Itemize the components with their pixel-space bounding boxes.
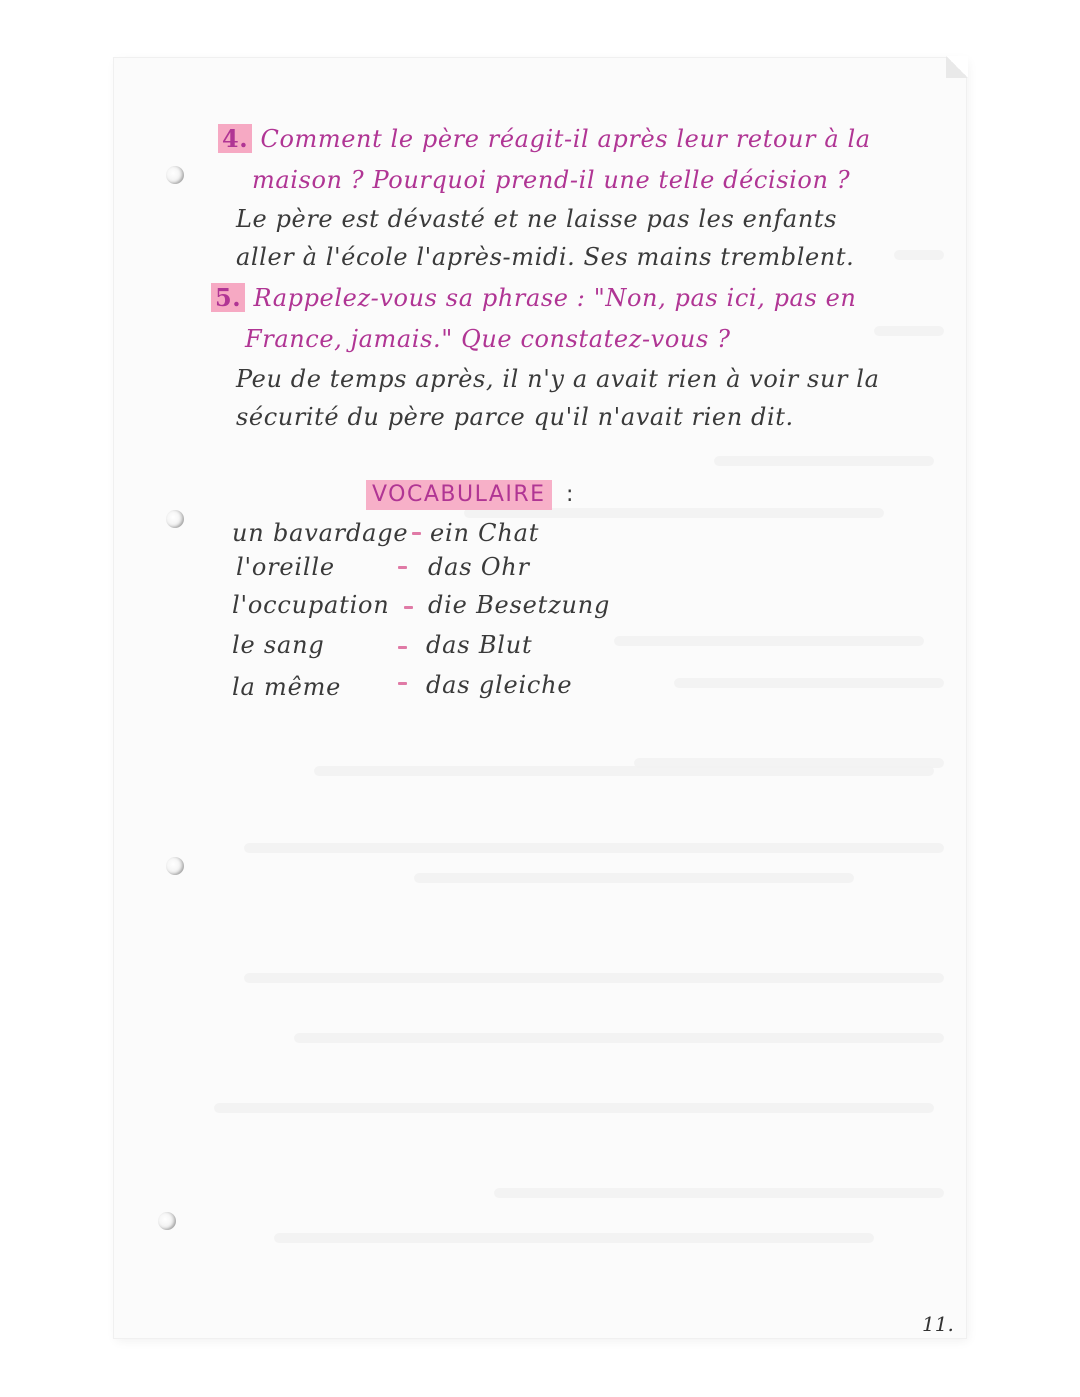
question-5-line-1: 5. Rappelez-vous sa phrase : "Non, pas ici, pas en (211, 283, 856, 313)
question-4-line-1: 4. Comment le père réagit-il après leur retour à la (218, 124, 871, 154)
punch-hole (166, 857, 184, 875)
show-through-mark (494, 1188, 944, 1198)
question-4-number: 4. (218, 124, 252, 153)
vocab-separator (398, 566, 407, 569)
show-through-mark (214, 1103, 934, 1113)
punch-hole (166, 166, 184, 184)
show-through-mark (294, 1033, 944, 1043)
show-through-mark (894, 250, 944, 260)
show-through-mark (314, 766, 934, 776)
vocab-german: ein Chat (430, 519, 540, 547)
vocab-german: das Blut (426, 631, 533, 659)
vocab-german: das gleiche (426, 671, 573, 699)
show-through-mark (674, 678, 944, 688)
answer-5-line-1: Peu de temps après, il n'y a avait rien à voir sur la (236, 365, 880, 393)
vocab-french: le sang (232, 631, 325, 659)
answer-5-line-2: sécurité du père parce qu'il n'avait rien dit. (236, 403, 794, 431)
vocab-separator (398, 646, 407, 649)
vocab-french: l'oreille (236, 553, 335, 581)
vocab-german: die Besetzung (428, 591, 611, 619)
vocab-french: un bavardage (232, 519, 409, 547)
vocab-separator (404, 606, 413, 609)
punch-hole (166, 510, 184, 528)
answer-4-line-2: aller à l'école l'après-midi. Ses mains tremblent. (236, 243, 855, 271)
punch-hole (158, 1212, 176, 1230)
show-through-mark (244, 973, 944, 983)
show-through-mark (614, 636, 924, 646)
vocab-french: l'occupation (232, 591, 390, 619)
vocab-separator (412, 532, 421, 535)
show-through-mark (714, 456, 934, 466)
vocab-french: la même (232, 673, 342, 701)
answer-4-line-1: Le père est dévasté et ne laisse pas les enfants (236, 205, 838, 233)
vocabulary-title-colon: : (566, 482, 574, 507)
vocabulary-title: VOCABULAIRE (366, 480, 552, 510)
vocab-german: das Ohr (428, 553, 530, 581)
show-through-mark (244, 843, 944, 853)
page-corner-fold (946, 56, 968, 78)
page-number: 11. (922, 1312, 954, 1336)
question-5-number: 5. (211, 283, 245, 312)
show-through-mark (414, 873, 854, 883)
question-4-line-2: maison ? Pourquoi prend-il une telle décision ? (252, 166, 851, 194)
vocab-separator (398, 682, 407, 685)
show-through-mark (874, 326, 944, 336)
question-5-line-2: France, jamais." Que constatez-vous ? (245, 325, 731, 353)
show-through-mark (274, 1233, 874, 1243)
